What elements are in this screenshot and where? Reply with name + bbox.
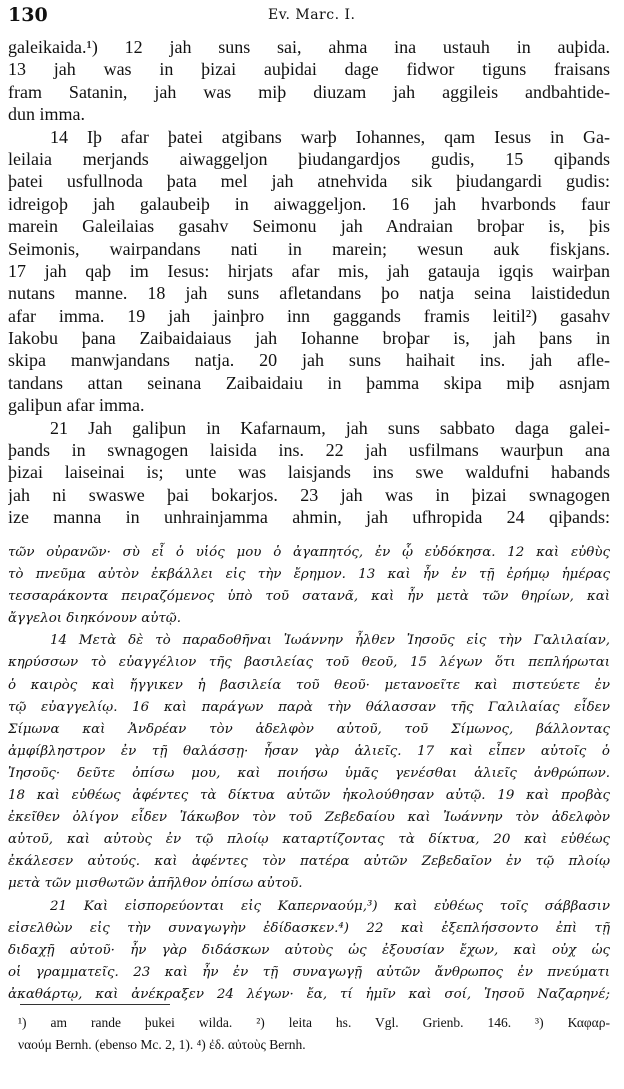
greek-line: κηρύσσων τὸ εὐαγγέλιον τῆς βασιλείας τοῦ θεοῦ, 15 λέγων ὅτι πεπλήρωται — [8, 655, 610, 671]
gothic-line: nutans manne. 18 jah suns afletandans þo natja seina laistidedun — [8, 283, 610, 304]
greek-line: ἐκεῖθεν ὀλίγον εἶδεν Ἰάκωβον τὸν τοῦ Ζεβεδαίου καὶ Ἰωάννην τὸν ἀδελφὸν — [8, 810, 610, 826]
gothic-line: Iakobu þana Zaibaidaiaus jah Iohanne broþar is, jah þans in — [8, 328, 610, 349]
greek-line: τὸ πνεῦμα αὐτὸν ἐκβάλλει εἰς τὴν ἔρημον. 13 καὶ ἦν ἐν τῇ ἐρήμῳ ἡμέρας — [8, 567, 610, 583]
page-number: 130 — [8, 4, 48, 26]
greek-line: τῶν οὐρανῶν· σὺ εἶ ὁ υἱός μου ὁ ἀγαπητός, ἐν ᾧ εὐδόκησα. 12 καὶ εὐθὺς — [8, 545, 610, 560]
gothic-line: afar imma. 19 jah jainþro inn gaggands framis leitil²) gasahv — [8, 305, 610, 326]
gothic-line: jah ni swaswe þai bokarjos. 23 jah was in þizai swnagogen — [8, 484, 610, 505]
footnote-line: ¹) am rande þukei wilda. ²) leita hs. Vgl. Grienb. 146. ³) Καφαρ- — [18, 1015, 610, 1030]
greek-line: τεσσαράκοντα πειραζόμενος ὑπὸ τοῦ σατανᾶ, καὶ ἦν μετὰ τῶν θηρίων, καὶ — [8, 589, 610, 605]
gothic-line: 17 jah qaþ im Iesus: hirjats afar mis, jah gatauja igqis wairþan — [8, 260, 610, 281]
gothic-line: tandans attan seinana Zaibaidaiu in þamma skipa miþ asnjam — [8, 372, 610, 393]
greek-line: ἄγγελοι διηκόνουν αὐτῷ. — [8, 611, 181, 627]
gothic-text-block — [8, 36, 610, 529]
greek-line: τῷ εὐαγγελίῳ. 16 καὶ παράγων παρὰ τὴν θάλασσαν τῆς Γαλιλαίας εἶδεν — [8, 699, 610, 715]
gothic-line: 21 Jah galiþun in Kafarnaum, jah suns sabbato daga galei- — [50, 417, 610, 438]
gothic-line: galeikaida.¹) 12 jah suns sai, ahma ina ustauh in auþida. — [8, 37, 610, 57]
running-head: Ev. Marc. I. — [268, 7, 356, 23]
gothic-line: leilaia merjands aiwaggeljon þiudangardjos gudis, 15 qiþands — [8, 148, 610, 169]
greek-line: διδαχῇ αὐτοῦ· ἦν γὰρ διδάσκων αὐτοὺς ὡς ἐξουσίαν ἔχων, καὶ οὐχ ὡς — [8, 942, 610, 958]
gothic-line: 13 jah was in þizai auþidai dage fidwor tiguns fraisans — [8, 59, 610, 80]
greek-line: ἀμφίβληστρον ἐν τῇ θαλάσσῃ· ἦσαν γὰρ ἁλιεῖς. 17 καὶ εἶπεν αὐτοῖς ὁ — [8, 743, 610, 759]
greek-line: μετὰ τῶν μισθωτῶν ἀπῆλθον ὀπίσω αὐτοῦ. — [8, 876, 303, 892]
greek-line: οἱ γραμματεῖς. 23 καὶ ἦν ἐν τῇ συναγωγῇ αὐτῶν ἄνθρωπος ἐν πνεύματι — [8, 964, 610, 980]
greek-line: Σίμωνα καὶ Ἀνδρέαν τὸν ἀδελφὸν αὐτοῦ, τοῦ Σίμωνος, βάλλοντας — [8, 721, 610, 737]
page-header — [8, 4, 608, 30]
footnotes-block — [18, 1012, 610, 1056]
gothic-line: 14 Iþ afar þatei atgibans warþ Iohannes, qam Iesus in Ga- — [50, 126, 610, 147]
greek-line: Ἰησοῦς· δεῦτε ὀπίσω μου, καὶ ποιήσω ὑμᾶς γενέσθαι ἁλιεῖς ἀνθρώπων. — [8, 765, 610, 781]
gothic-line: idreigoþ jah galaubeiþ in aiwaggeljon. 16 jah hvarbonds faur — [8, 193, 610, 214]
greek-line: ἀκαθάρτῳ, καὶ ἀνέκραξεν 24 λέγων· ἔα, τί ἡμῖν καὶ σοί, Ἰησοῦ Ναζαρηνέ; — [8, 986, 610, 1002]
gothic-line: Seimonis, wairpandans nati in marein; wesun auk fiskjans. — [8, 238, 610, 259]
greek-line: εἰσελθὼν εἰς τὴν συναγωγὴν ἐδίδασκεν.⁴) 22 καὶ ἐξεπλήσσοντο ἐπὶ τῇ — [8, 920, 610, 936]
footnote-line: ναούμ Bernh. (ebenso Mc. 2, 1). ⁴) ἐδ. αὐτοὺς Bernh. — [18, 1037, 306, 1052]
footnote-divider — [20, 1004, 170, 1005]
greek-text-block — [8, 542, 610, 1006]
gothic-line: skipa manwjandans natja. 20 jah suns haihait ins. jah afle- — [8, 350, 610, 371]
gothic-line: dun imma. — [8, 104, 85, 125]
gothic-line: galiþun afar imma. — [8, 395, 145, 416]
greek-line: αὐτοῦ, καὶ αὐτοὺς ἐν τῷ πλοίῳ καταρτίζοντας τὰ δίκτυα, 20 καὶ εὐθέως — [8, 832, 610, 848]
greek-line: ἐκάλεσεν αὐτούς. καὶ ἀφέντες τὸν πατέρα αὐτῶν Ζεβεδαῖον ἐν τῷ πλοίῳ — [8, 854, 610, 870]
greek-line: 21 Καὶ εἰσπορεύονται εἰς Καπερναούμ,³) καὶ εὐθέως τοῖς σάββασιν — [50, 898, 610, 914]
gothic-line: þizai laiseinai is; unte was laisjands ins swe waldufni habands — [8, 462, 610, 483]
gothic-line: þatei usfullnoda þata mel jah atnehvida sik þiudangardi gudis: — [8, 171, 610, 192]
gothic-line: marein Galeilaias gasahv Seimonu jah Andraian broþar is, þis — [8, 216, 610, 237]
greek-line: ὁ καιρὸς καὶ ἤγγικεν ἡ βασιλεία τοῦ θεοῦ· μετανοεῖτε καὶ πιστεύετε ἐν — [8, 677, 610, 693]
greek-line: 18 καὶ εὐθέως ἀφέντες τὰ δίκτυα αὐτῶν ἠκολούθησαν αὐτῷ. 19 καὶ προβὰς — [8, 788, 610, 804]
gothic-line: þands in swnagogen laisida ins. 22 jah usfilmans waurþun ana — [8, 440, 610, 461]
gothic-line: ize manna in unhrainjamma ahmin, jah ufhropida 24 qiþands: — [8, 507, 610, 528]
greek-line: 14 Μετὰ δὲ τὸ παραδοθῆναι Ἰωάννην ἦλθεν Ἰησοῦς εἰς τὴν Γαλιλαίαν, — [50, 633, 610, 649]
gothic-line: fram Satanin, jah was miþ diuzam jah aggileis andbahtide- — [8, 81, 610, 102]
